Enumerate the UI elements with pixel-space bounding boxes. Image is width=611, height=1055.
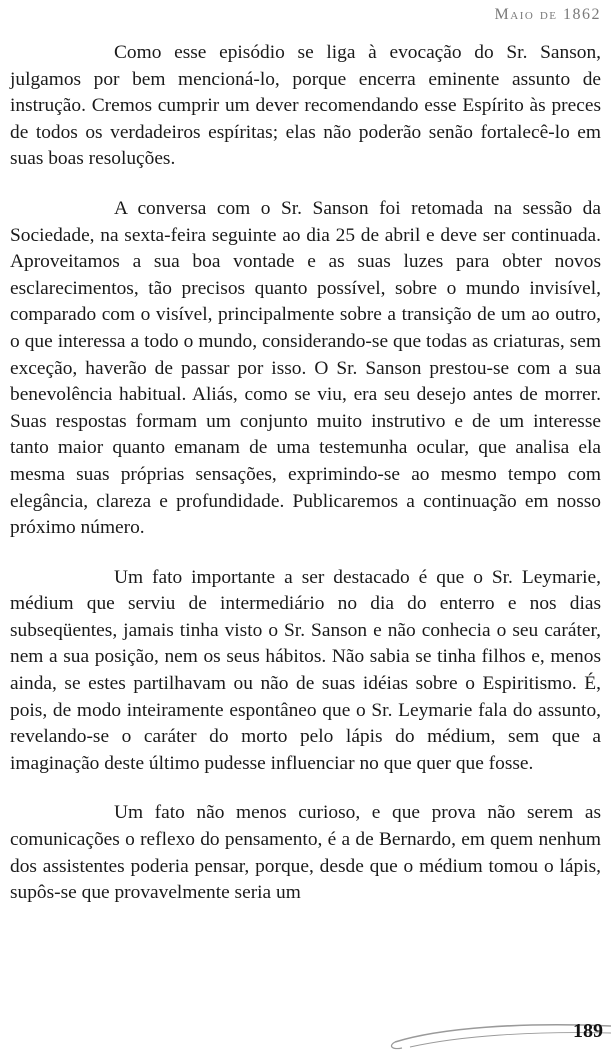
paragraph-1: Como esse episódio se liga à evocação do Sr. Sanson, julgamos por bem mencioná-lo, porque encerra eminente assunto de instrução. Cremos cumprir um dever recomendando esse Espírito às preces de todos os verdadeiros espíritas; elas não poderão senão fortalecê-lo em suas boas resoluções. bbox=[10, 42, 601, 170]
swoosh-ornament-icon bbox=[0, 1000, 611, 1055]
running-header: Maio de 1862 bbox=[494, 6, 601, 23]
paragraph-2: A conversa com o Sr. Sanson foi retomada na sessão da Sociedade, na sexta-feira seguinte ao dia 25 de abril e deve ser continuada. Aproveitamos a sua boa vontade e as suas luzes para obter novos esclarecimentos, tão precisos quanto possível, sobre o mundo invisível, comparado com o visível, principalmente sobre a transição de um ao outro, o que interessa a todo o mundo, considerando-se que todas as criaturas, sem exceção, haverão de passar por isso. O Sr. Sanson prestou-se com a sua benevolência habitual. Aliás, como se viu, era seu desejo antes de morrer. Suas respostas formam um conjunto muito instrutivo e de um interesse tanto maior quanto emanam de uma testemunha ocular, que analisa ela mesma suas próprias sensações, exprimindo-se ao mesmo tempo com elegância, clareza e profundidade. Publicaremos a continuação em nosso próximo número. bbox=[10, 197, 601, 539]
page-footer bbox=[0, 1000, 611, 1055]
paragraph-4: Um fato não menos curioso, e que prova não serem as comunicações o reflexo do pensamento, é a de Bernardo, em quem nenhum dos assistentes poderia pensar, porque, desde que o médium tomou o lápis, supôs-se que provavelmente seria um bbox=[10, 802, 601, 904]
page-body bbox=[10, 40, 601, 930]
paragraph-3: Um fato importante a ser destacado é que o Sr. Leymarie, médium que serviu de intermediário no dia do enterro e nos dias subseqüentes, jamais tinha visto o Sr. Sanson e não conhecia o seu caráter, nem a sua posição, nem os seus hábitos. Não sabia se tinha filhos e, menos ainda, se estes partilhavam ou não de suas idéias sobre o Espiritismo. É, pois, de modo inteiramente espontâneo que o Sr. Leymarie fala do assunto, revelando-se o caráter do morto pelo lápis do médium, sem que a imaginação deste último pudesse influenciar no que quer que fosse. bbox=[10, 566, 601, 774]
page-number: 189 bbox=[573, 1020, 603, 1042]
